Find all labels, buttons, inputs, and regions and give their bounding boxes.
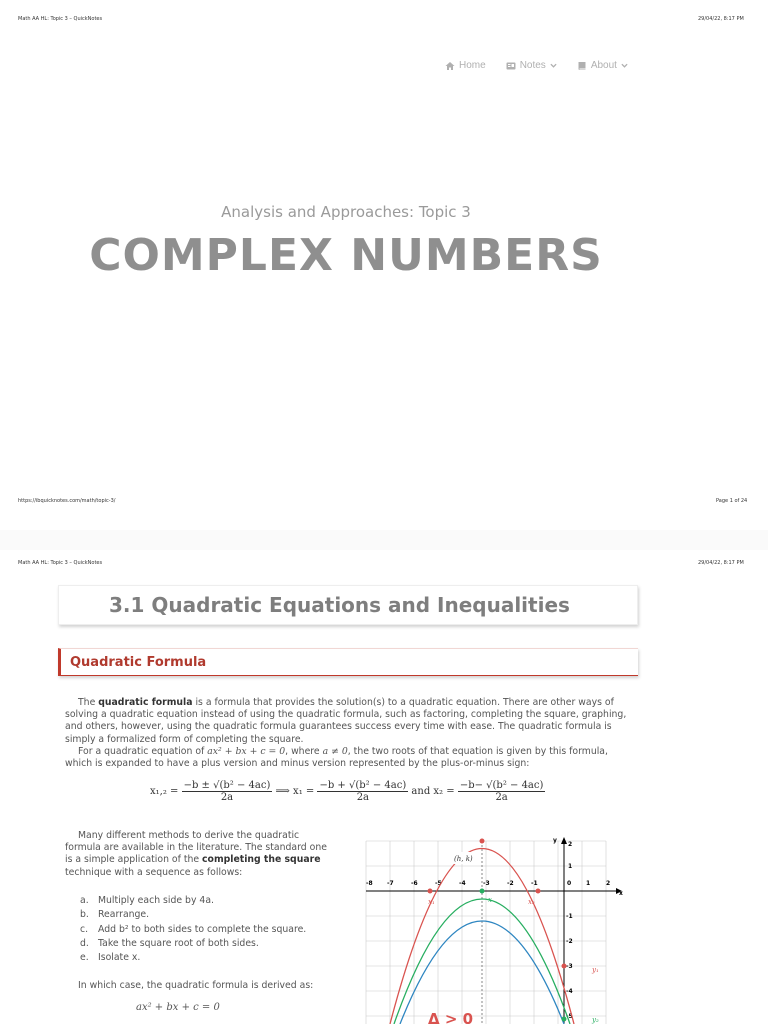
vertex-point	[480, 839, 485, 844]
paragraph-intro: The quadratic formula is a formula that provides the solution(s) to a quadratic equation. There are other ways of solving a quadratic equation instead of using the quadratic formula, such as factoring, completing the square, graphing, and others, however, using the quadratic formula guarantees success every time with ease. The quadratic formula is simply a formalized form of completing the square. For a quadratic equation of ax² + bx + c = 0, where a ≠ 0, the two roots of that equation is given by this formula, which is expanded to have a plus version and minus version represented by the plus-or-minus sign:	[65, 697, 627, 770]
hero-subtitle: Analysis and Approaches: Topic 3	[221, 203, 471, 221]
hero-title: COMPLEX NUMBERS	[89, 230, 603, 281]
x-tick-label: 0	[567, 880, 572, 887]
notes-icon	[506, 61, 516, 71]
y-axis-arrow	[561, 837, 567, 844]
y-tick-label: -2	[566, 938, 573, 945]
root1-point	[428, 889, 433, 894]
chevron-down-icon	[621, 62, 628, 69]
x-tick-label: -5	[435, 880, 442, 887]
parabola-graph	[360, 836, 630, 1024]
x-tick-label: -7	[387, 880, 394, 887]
nav-about-label: About	[590, 60, 617, 71]
derivation-line: ax² + bx + c = 0	[136, 1002, 220, 1013]
y-tick-label: -3	[566, 963, 573, 970]
x-tick-label: -8	[366, 880, 373, 887]
y2-label: y₂	[592, 1016, 599, 1024]
x-tick-label: -2	[507, 880, 514, 887]
y-axis-label: y	[553, 837, 557, 844]
y-tick-label: -5	[566, 1013, 573, 1020]
subsection-heading-box	[58, 648, 638, 676]
x-axis-label: x	[619, 890, 623, 897]
print-footer-url: https://ibquicknotes.com/math/topic-3/	[18, 498, 116, 504]
list-item: a. Multiply each side by 4a.	[80, 895, 214, 906]
home-icon	[445, 61, 455, 71]
list-item: c. Add b² to both sides to complete the square.	[80, 923, 307, 935]
derivation-intro: In which case, the quadratic formula is derived as:	[78, 980, 314, 991]
nav-about[interactable]	[577, 60, 628, 71]
blue-parabola	[400, 921, 564, 1024]
book-icon	[577, 61, 587, 71]
section-heading-box	[58, 585, 638, 625]
root1-label: x₁	[428, 898, 435, 906]
quadratic-formula: x₁,₂ = $\frac{\text{−b ± √(b² − 4ac)}}{2a}$ ⟹ x₁ = $\frac{\text{−b + √(b² − 4ac)}}{2a}$ and x₂ = $\frac{\text{−b− √(b² − 4ac)}}{2a}$	[150, 780, 544, 803]
x-tick-label: -1	[531, 880, 538, 887]
root2-point	[536, 889, 541, 894]
subsection-title: Quadratic Formula	[70, 654, 207, 670]
chevron-down-icon	[550, 62, 557, 69]
list-item: d. Take the square root of both sides.	[80, 937, 259, 949]
main-nav	[445, 60, 628, 71]
section-title: 3.1 Quadratic Equations and Inequalities	[109, 593, 570, 617]
nav-home-label: Home	[459, 60, 486, 71]
steps-list	[80, 894, 306, 965]
root2-label: x₂	[528, 898, 535, 906]
vertex-label: (h, k)	[454, 855, 473, 863]
print-header-title: Math AA HL: Topic 3 – QuickNotes	[18, 16, 103, 22]
print-header-datetime: 29/04/22, 8:17 PM	[698, 560, 744, 566]
y-tick-label: 2	[568, 841, 573, 848]
axis-x-label: x	[488, 896, 492, 904]
green-y-intercept	[562, 1017, 567, 1022]
nav-home[interactable]	[445, 60, 486, 71]
red-y-intercept	[562, 964, 567, 969]
list-item: b. Rearrange.	[80, 909, 150, 921]
y-tick-label: -1	[566, 913, 573, 920]
x-tick-label: -6	[411, 880, 418, 887]
x-tick-label: -3	[483, 880, 490, 887]
print-footer-page: Page 1 of 24	[716, 498, 748, 504]
x-tick-label: 1	[586, 880, 591, 887]
page-separator	[0, 530, 768, 550]
list-item: e. Isolate x.	[80, 952, 141, 964]
x-tick-label: -4	[459, 880, 466, 887]
y-tick-label: 1	[568, 863, 573, 870]
x-tick-label: 2	[606, 880, 611, 887]
paragraph-derivation: Many different methods to derive the quadratic formula are available in the literature. The standard one is a simple application of the completing the square technique with a sequence as follows:	[65, 830, 327, 878]
y-tick-label: -4	[566, 988, 573, 995]
green-vertex-point	[480, 889, 485, 894]
delta-label: Δ > 0	[428, 1010, 474, 1024]
print-header-title: Math AA HL: Topic 3 – QuickNotes	[18, 560, 103, 566]
y1-label: y₁	[592, 966, 599, 974]
print-header-datetime: 29/04/22, 8:17 PM	[698, 16, 744, 22]
nav-notes[interactable]	[506, 60, 557, 71]
nav-notes-label: Notes	[519, 60, 546, 71]
